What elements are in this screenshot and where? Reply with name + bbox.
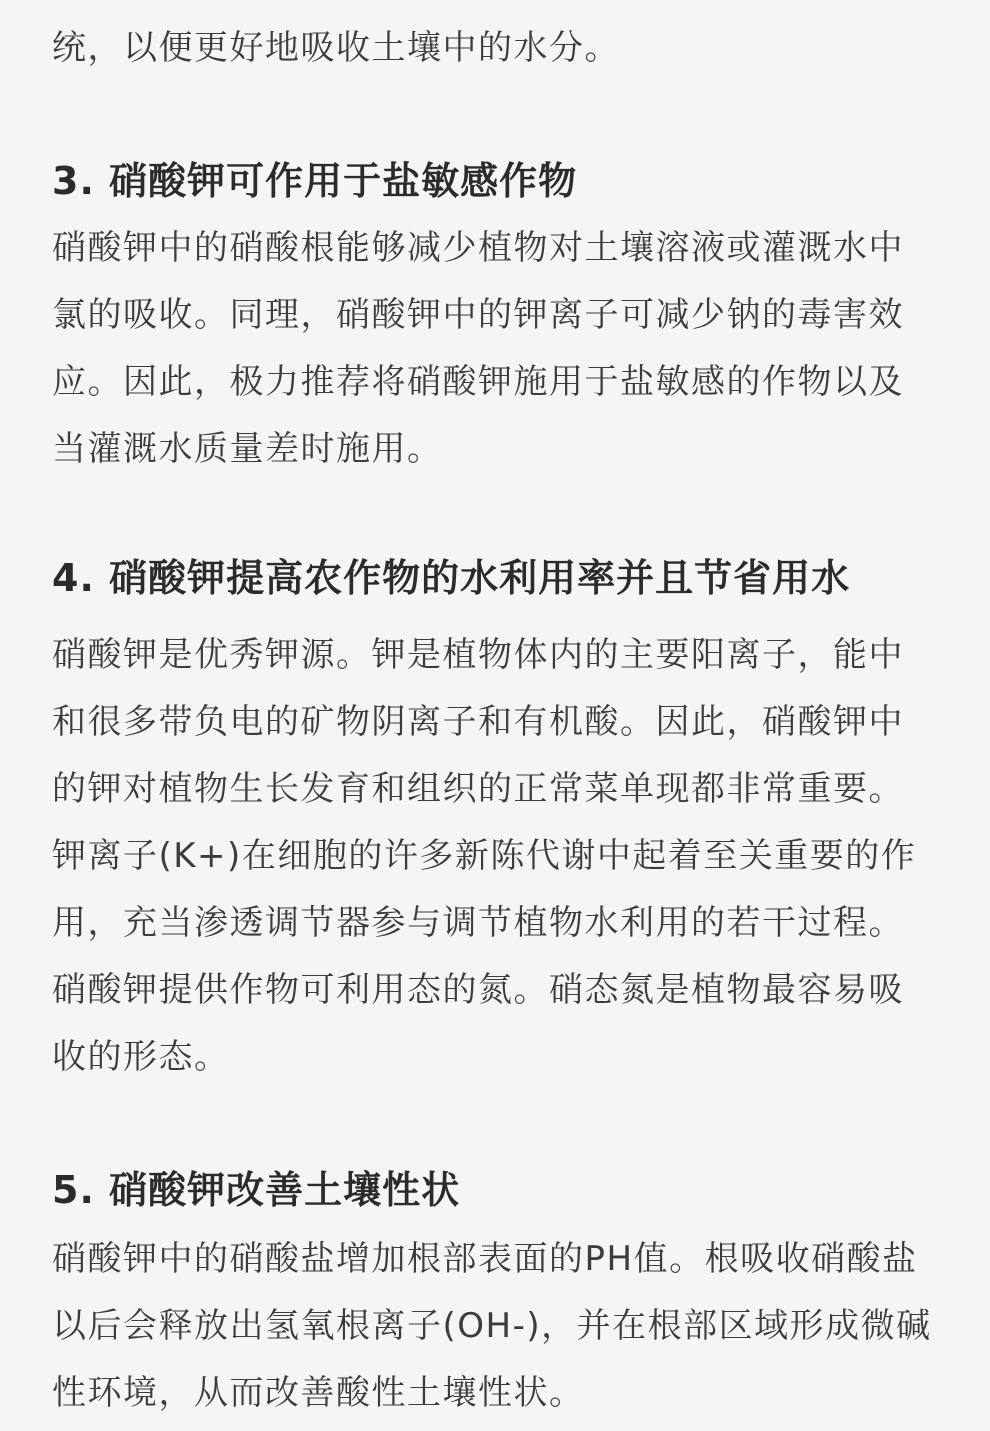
section-heading-4: 4. 硝酸钾提高农作物的水利用率并且节省用水 <box>52 556 851 600</box>
section-heading-3: 3. 硝酸钾可作用于盐敏感作物 <box>52 159 578 203</box>
text-line: 收的形态。 <box>52 1037 230 1077</box>
text-line: 硝酸钾是优秀钾源。钾是植物体内的主要阳离子，能中 <box>52 635 904 675</box>
text-line: 硝酸钾提供作物可利用态的氮。硝态氮是植物最容易吸 <box>52 970 904 1010</box>
text-line: 钾离子(K+)在细胞的许多新陈代谢中起着至关重要的作 <box>52 836 917 876</box>
section-heading-5: 5. 硝酸钾改善土壤性状 <box>52 1168 461 1212</box>
section-paragraph-3 <box>52 215 904 483</box>
text-line: 统，以便更好地吸收土壤中的水分。 <box>52 28 620 68</box>
text-line: 硝酸钾中的硝酸根能够减少植物对土壤溶液或灌溉水中 <box>52 228 904 268</box>
text-line: 硝酸钾中的硝酸盐增加根部表面的PH值。根吸收硝酸盐 <box>52 1239 918 1279</box>
text-line: 氯的吸收。同理，硝酸钾中的钾离子可减少钠的毒害效 <box>52 295 904 335</box>
text-line: 用，充当渗透调节器参与调节植物水利用的若干过程。 <box>52 903 904 943</box>
text-line: 性环境，从而改善酸性土壤性状。 <box>52 1373 585 1413</box>
text-line: 应。因此，极力推荐将硝酸钾施用于盐敏感的作物以及 <box>52 362 904 402</box>
text-line: 以后会释放出氢氧根离子(OH-)，并在根部区域形成微碱 <box>52 1306 932 1346</box>
intro-paragraph <box>52 15 620 82</box>
text-line: 和很多带负电的矿物阴离子和有机酸。因此，硝酸钾中 <box>52 702 904 742</box>
text-line: 当灌溉水质量差时施用。 <box>52 429 443 469</box>
section-paragraph-4 <box>52 622 916 1091</box>
text-line: 的钾对植物生长发育和组织的正常菜单现都非常重要。 <box>52 769 904 809</box>
section-paragraph-5 <box>52 1226 932 1427</box>
